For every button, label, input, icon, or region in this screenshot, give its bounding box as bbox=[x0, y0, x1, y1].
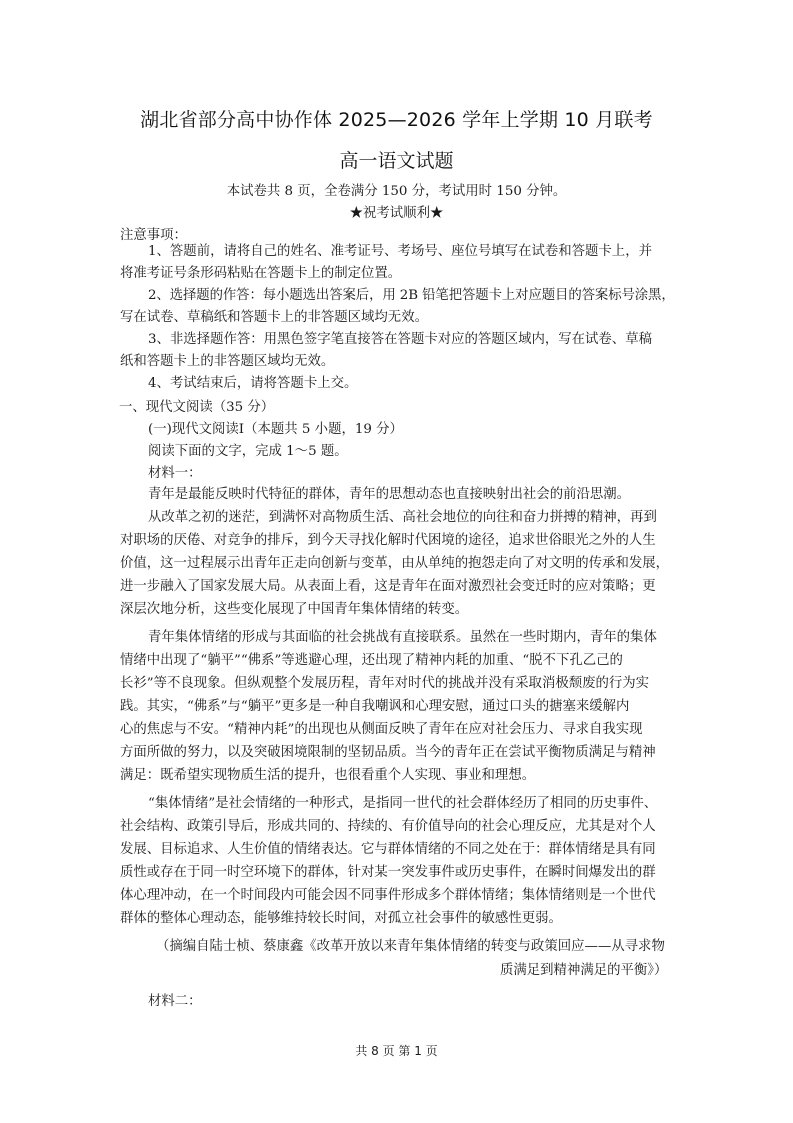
passage-line: “集体情绪”是社会情绪的一种形式，是指同一世代的社会群体经历了相同的历史事件、 bbox=[148, 796, 658, 811]
notice-line: 1、答题前，请将自己的姓名、准考证号、考场号、座位号填写在试卷和答题卡上，并 bbox=[148, 244, 652, 259]
notice-line: 3、非选择题作答：用黑色签字笔直接答在答题卡对应的答题区域内，写在试卷、草稿 bbox=[148, 332, 652, 347]
passage-line: 心的焦虑与不安。“精神内耗”的出现也从侧面反映了青年在应对社会压力、寻求自我实现 bbox=[120, 722, 643, 737]
passage-line: 践。其实，“佛系”与“躺平”更多是一种自我嘲讽和心理安慰，通过口头的搪塞来缓解内 bbox=[120, 699, 630, 714]
passage-line: 社会结构、政策引导后，形成共同的、持续的、有价值导向的社会心理反应，尤其是对个人 bbox=[120, 819, 656, 834]
passage-line: 青年是最能反映时代特征的群体，青年的思想动态也直接映射出社会的前沿思潮。 bbox=[148, 487, 631, 502]
passage-line: 深层次地分析，这些变化展现了中国青年集体情绪的转变。 bbox=[120, 602, 469, 617]
notice-line: 写在试卷、草稿纸和答题卡上的非答题区域均无效。 bbox=[120, 310, 428, 325]
notice-line: 将准考证号条形码粘贴在答题卡上的制定位置。 bbox=[120, 266, 402, 281]
notice-line: 纸和答题卡上的非答题区域均无效。 bbox=[120, 354, 335, 369]
blessing-line: ★祝考试顺利★ bbox=[349, 206, 444, 221]
passage-line: 群体的整体心理动态，能够维持较长时间，对孤立社会事件的敏感性更弱。 bbox=[120, 911, 562, 926]
passage-line: 发展、目标追求、人生价值的情绪表达。它与群体情绪的不同之处在于：群体情绪是具有同 bbox=[120, 842, 656, 857]
subsection-heading: (一)现代文阅读Ⅰ（本题共 5 小题，19 分） bbox=[148, 422, 403, 437]
passage-line: 从改革之初的迷茫，到满怀对高物质生活、高社会地位的向往和奋力拼搏的精神，再到 bbox=[148, 510, 657, 525]
page-footer: 共 8 页 第 1 页 bbox=[355, 1044, 438, 1058]
passage-line: 情绪中出现了“躺平”“佛系”等逃避心理，还出现了精神内耗的加重、“脱不下孔乙己的 bbox=[120, 653, 623, 668]
material-label: 材料二： bbox=[148, 994, 202, 1009]
passage-line: 满足：既希望实现物质生活的提升，也很看重个人实现、事业和理想。 bbox=[120, 768, 536, 783]
citation-line: 质满足到精神满足的平衡》） bbox=[500, 963, 668, 978]
passage-line: 进一步融入了国家发展大局。从表面上看，这是青年在面对激烈社会变迁时的应对策略；更 bbox=[120, 579, 656, 594]
passage-line: 体心理冲动，在一个时间段内可能会因不同事件形成多个群体情绪；集体情绪则是一个世代 bbox=[120, 888, 656, 903]
passage-line: 价值，这一过程展示出青年正走向创新与变革，由从单纯的抱怨走向了对文明的传承和发展， bbox=[120, 556, 670, 571]
notice-line: 2、选择题的作答：每小题选出答案后，用 2B 铅笔把答题卡上对应题目的答案标号涂黑， bbox=[148, 288, 675, 303]
passage-line: 方面所做的努力，以及突破困境限制的坚韧品质。当今的青年正在尝试平衡物质满足与精神 bbox=[120, 745, 656, 760]
citation-line: （摘编自陆士桢、蔡康鑫《改革开放以来青年集体情绪的转变与政策回应——从寻求物 bbox=[156, 939, 665, 954]
material-label: 材料一： bbox=[148, 466, 202, 481]
passage-line: 对职场的厌倦、对竞争的排斥，到今天寻找化解时代困境的途径，追求世俗眼光之外的人生 bbox=[120, 533, 656, 548]
notice-heading: 注意事项： bbox=[120, 228, 187, 243]
notice-line: 4、考试结束后，请将答题卡上交。 bbox=[148, 376, 358, 391]
exam-title: 湖北省部分高中协作体 2025—2026 学年上学期 10 月联考 bbox=[140, 109, 653, 131]
passage-line: 长衫”等不良现象。但纵观整个发展历程，青年对时代的挑战并没有采取消极颓废的行为实 bbox=[120, 676, 650, 691]
section-heading: 一、现代文阅读（35 分） bbox=[119, 400, 275, 415]
exam-info: 本试卷共 8 页，全卷满分 150 分，考试用时 150 分钟。 bbox=[226, 184, 567, 199]
passage-line: 青年集体情绪的形成与其面临的社会挑战有直接联系。虽然在一些时期内，青年的集体 bbox=[148, 630, 657, 645]
paper-subtitle: 高一语文试题 bbox=[339, 150, 454, 172]
reading-instruction: 阅读下面的文字，完成 1～5 题。 bbox=[148, 444, 348, 459]
passage-line: 质性或存在于同一时空环境下的群体，针对某一突发事件或历史事件，在瞬时间爆发出的群 bbox=[120, 865, 656, 880]
